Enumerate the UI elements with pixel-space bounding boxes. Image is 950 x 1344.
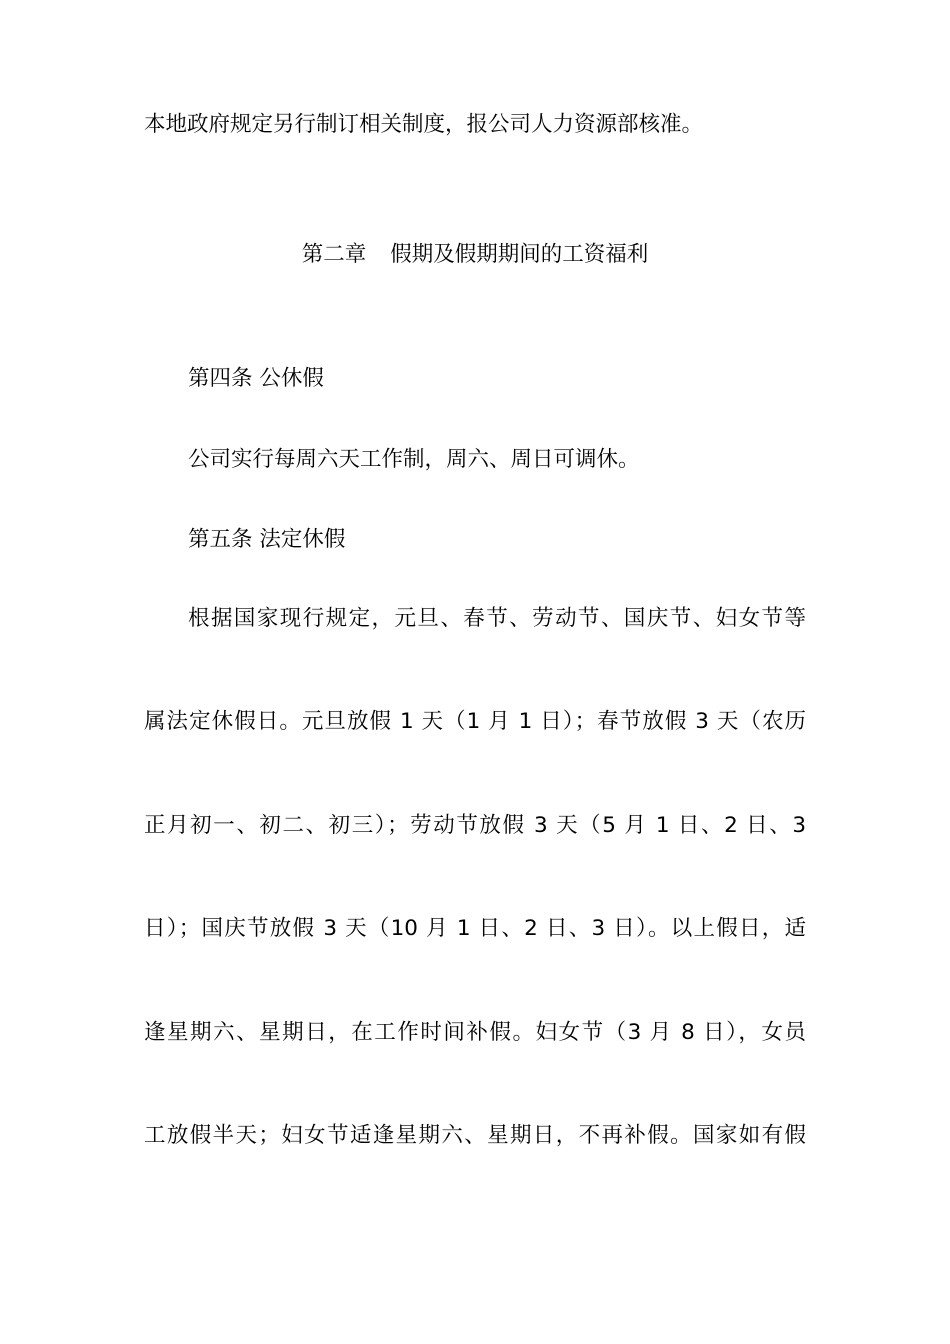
article-5-line: 属法定休假日。元旦放假 1 天（1 月 1 日）；春节放假 3 天（农历	[144, 709, 806, 734]
article-4-body: 公司实行每周六天工作制，周六、周日可调休。	[188, 447, 640, 472]
chapter-number: 第二章	[301, 242, 367, 267]
article-5-line: 根据国家现行规定，元旦、春节、劳动节、国庆节、妇女节等	[188, 606, 806, 631]
chapter-title: 假期及假期期间的工资福利	[390, 242, 649, 267]
article-4-heading: 第四条 公休假	[188, 366, 324, 391]
intro-paragraph-line: 本地政府规定另行制订相关制度，报公司人力资源部核准。	[144, 112, 704, 137]
chapter-heading	[0, 240, 950, 270]
article-5-heading: 第五条 法定休假	[188, 527, 346, 552]
article-5-line: 正月初一、初二、初三）；劳动节放假 3 天（5 月 1 日、2 日、3	[144, 813, 806, 838]
article-5-line: 工放假半天；妇女节适逢星期六、星期日，不再补假。国家如有假	[144, 1123, 806, 1148]
article-5-line: 日）；国庆节放假 3 天（10 月 1 日、2 日、3 日）。以上假日，适	[144, 916, 806, 941]
article-5-line: 逢星期六、星期日，在工作时间补假。妇女节（3 月 8 日），女员	[144, 1020, 806, 1045]
